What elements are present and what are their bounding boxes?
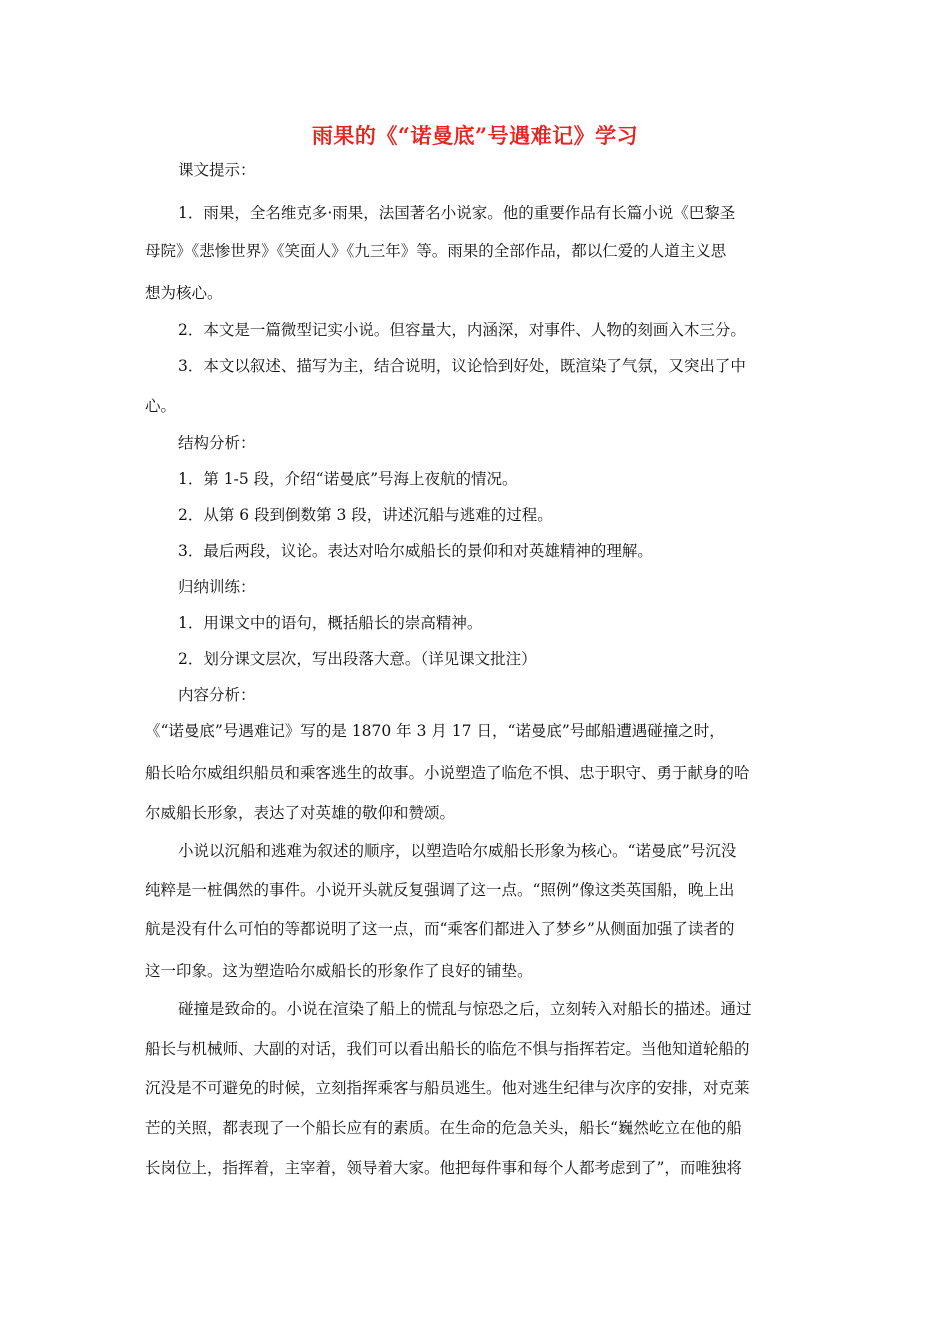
section-heading: 内容分析：: [178, 686, 256, 704]
section-heading: 结构分析：: [178, 434, 256, 452]
text-line: 航是没有什么可怕的等都说明了这一点，而“乘客们都进入了梦乡”从侧面加强了读者的: [145, 920, 735, 938]
text-line: 芒的关照，都表现了一个船长应有的素质。在生命的危急关头，船长“巍然屹立在他的船: [145, 1119, 742, 1137]
text-line: 这一印象。这为塑造哈尔威船长的形象作了良好的铺垫。: [145, 962, 533, 980]
document-title: 雨果的《“诺曼底”号遇难记》学习: [311, 123, 639, 148]
text-line: 碰撞是致命的。小说在渲染了船上的慌乱与惊恐之后，立刻转入对船长的描述。通过: [178, 1000, 752, 1018]
text-line: 1．第 1-5 段，介绍“诺曼底”号海上夜航的情况。: [178, 470, 518, 488]
text-line: 船长与机械师、大副的对话，我们可以看出船长的临危不惧与指挥若定。当他知道轮船的: [145, 1040, 750, 1058]
text-line: 母院》《悲惨世界》《笑面人》《九三年》等。雨果的全部作品，都以仁爱的人道主义思: [145, 242, 727, 260]
text-line: 2．本文是一篇微型记实小说。但容量大，内涵深，对事件、人物的刻画入木三分。: [178, 321, 746, 339]
text-line: 心。: [145, 397, 177, 415]
text-line: 沉没是不可避免的时候，立刻指挥乘客与船员逃生。他对逃生纪律与次序的安排，对克莱: [145, 1079, 750, 1097]
text-line: 1．雨果，全名维克多·雨果，法国著名小说家。他的重要作品有长篇小说《巴黎圣: [178, 204, 736, 222]
text-line: 长岗位上，指挥着，主宰着，领导着大家。他把每件事和每个人都考虑到了”，而唯独将: [145, 1159, 742, 1177]
text-line: 《“诺曼底”号遇难记》写的是 1870 年 3 月 17 日，“诺曼底”号邮船遭遇碰撞之时，: [145, 722, 725, 740]
text-line: 1．用课文中的语句，概括船长的崇高精神。: [178, 614, 483, 632]
text-line: 3．最后两段，议论。表达对哈尔威船长的景仰和对英雄精神的理解。: [178, 542, 653, 560]
text-line: 尔威船长形象，表达了对英雄的敬仰和赞颂。: [145, 804, 456, 822]
text-line: 2．划分课文层次，写出段落大意。（详见课文批注）: [178, 650, 537, 668]
section-heading: 归纳训练：: [178, 578, 256, 596]
text-line: 想为核心。: [145, 284, 223, 302]
text-line: 3．本文以叙述、描写为主，结合说明，议论恰到好处，既渲染了气氛，又突出了中: [178, 357, 746, 375]
text-line: 纯粹是一桩偶然的事件。小说开头就反复强调了这一点。“照例”像这类英国船，晚上出: [145, 881, 735, 899]
text-line: 船长哈尔威组织船员和乘客逃生的故事。小说塑造了临危不惧、忠于职守、勇于献身的哈: [145, 764, 750, 782]
text-line: 2．从第 6 段到倒数第 3 段，讲述沉船与逃难的过程。: [178, 506, 553, 524]
text-line: 小说以沉船和逃难为叙述的顺序，以塑造哈尔威船长形象为核心。“诺曼底”号沉没: [178, 842, 737, 860]
text-line: 课文提示：: [178, 161, 256, 179]
